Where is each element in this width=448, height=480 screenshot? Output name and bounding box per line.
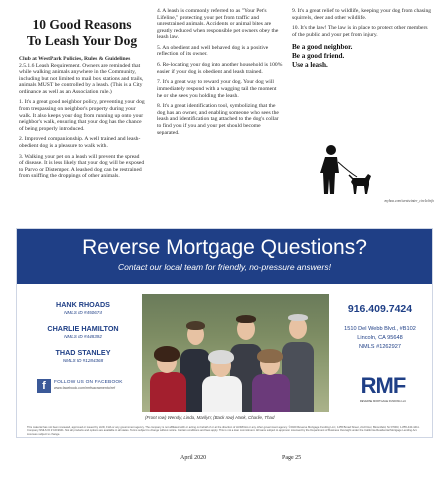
photo-caption: (Front row) Wendy, Linda, Marilyn; (Back row) Hank, Charlie, Thad — [145, 415, 275, 420]
dog-walker-icon — [315, 144, 373, 196]
facebook-label: FOLLOW US ON FACEBOOK — [54, 380, 123, 385]
rmf-logo — [353, 374, 413, 414]
agent-name: THAD STANLEY — [55, 348, 111, 357]
reverse-mortgage-ad — [16, 228, 433, 438]
reason-item: 6. Re-locating your dog into another household is 100% easier if your dog is obedient and leash trained. — [157, 62, 283, 75]
agent-nmls: NMLS ID #448392 — [64, 333, 102, 339]
reason-item: 1. It's a great good neighbor policy, preventing your dog from trespassing on neighbor's property during your walk. It also keeps your dog from running up onto your neighbor's walk, ensuring that your dog has the chance of being properly introduced. — [19, 99, 145, 132]
agent-name: CHARLIE HAMILTON — [47, 324, 119, 333]
article-intro — [19, 56, 145, 95]
ad-disclaimer — [27, 426, 422, 436]
facebook-url[interactable]: www.facebook.com/rmfsacramento/ref — [54, 386, 116, 390]
reason-item: 8. It's a great identification tool, symbolizing that the dog has an owner, and enabling someone who sees the leash and identification tag attached to the dog's collar to find you if you and your pet should become separated. — [157, 103, 279, 136]
reason-item: 5. An obedient and well behaved dog is a positive reflection of its owner. — [157, 44, 269, 58]
slogan-line: Use a leash. — [292, 60, 328, 69]
rmf-logo-subtitle: REVERSE MORTGAGE FUNDING LLC — [359, 400, 407, 403]
article-column-2 — [157, 8, 283, 140]
facebook-icon[interactable]: f — [37, 379, 51, 393]
article-column-3 — [292, 8, 432, 70]
reason-item: 4. A leash is commonly referred to as "Your Pet's Lifeline," protecting your pet from traffic and unrestrained animals. Accidents or animal bites are greatly reduced when responsible pet owners obey the leash law. — [157, 8, 279, 41]
slogan-line: Be a good friend. — [292, 51, 345, 60]
rmf-logo-letters: RMF — [360, 373, 406, 398]
reason-item: 9. It's a great relief to wildlife, keeping your dog from chasing squirrels, deer and other wildlife. — [292, 8, 432, 21]
ad-banner — [17, 229, 432, 284]
agent-name: HANK RHOADS — [56, 300, 110, 309]
ad-subline: Contact our local team for friendly, no-pressure answers! — [118, 262, 331, 272]
address-line: NMLS #1262927 — [359, 344, 401, 350]
ad-headline: Reverse Mortgage Questions? — [82, 236, 367, 259]
team-photo — [142, 294, 329, 412]
reason-item: 7. It's a great way to reward your dog. Your dog will immediately respond with a wagging tail the moment he or she sees you holding the leash. — [157, 79, 277, 99]
address-line: 1510 Del Webb Blvd., #B102 — [344, 326, 416, 332]
agent-card — [29, 301, 137, 315]
image-credit: myhoa.com/westwinter_circle/info — [384, 199, 434, 203]
intro-policy-title: Club at WestPark Policies, Rules & Guidelines — [19, 56, 131, 62]
article-column-1 — [19, 8, 145, 184]
reason-item: 2. Improved companionship. A well trained and leash-obedient dog is a pleasure to walk with. — [19, 136, 141, 149]
intro-policy-text: 2.5.1.6 Leash Requirement. Owners are reminded that while walking animals anywhere in the Community, including but not limited to mail box stations and trails, animals MUST be controlled by a leash. (This is a City ordinance as well as an Association rule.) — [19, 62, 144, 95]
agent-nmls: NMLS ID #450674 — [64, 309, 102, 315]
agent-nmls: NMLS ID #1284368 — [62, 357, 104, 363]
agent-card — [29, 325, 137, 339]
article-headline — [19, 17, 145, 49]
agent-card — [29, 349, 137, 363]
reason-item: 3. Walking your pet on a leash will prevent the spread of disease. It is less likely that your dog will be exposed to Parvo or Distemper. A leashed dog can be restrained from sniffing the droppings of other animals. — [19, 153, 145, 180]
phone-number[interactable]: 916.409.7424 — [347, 303, 413, 315]
headline-line-1: 10 Good Reasons — [32, 17, 132, 32]
address-line: Lincoln, CA 95648 — [357, 335, 403, 341]
facebook-follow[interactable] — [37, 379, 147, 397]
reason-item: 10. It's the law! The law is in place to protect other members of the public and your pet from injury. — [292, 25, 428, 38]
slogan-line: Be a good neighbor. — [292, 42, 353, 51]
headline-line-2: To Leash Your Dog — [26, 33, 138, 48]
issue-date: April 2020 — [180, 455, 207, 461]
disclaimer-text: This material has not been reviewed, approved or issued by HUD, FHA or any government agency. The company is not affiliated with or acting on behalf of or at the direction of HUD/FHA or any other government agency. ©2020 Reverse Mortgage Funding LLC, 1455 Broad Street, 2nd Floor, Bloomfield, NJ 07003, 1-855-440-4411. Company NMLS ID # 1019941. Not all products and options are available in all states. Terms subject to change without notice. Certain conditions and fees apply. This is not a loan commitment. All loans subject to approval. Licensed by the Department of Business Oversight under the California Residential Mortgage Lending Act. Licenses subject to change. — [27, 426, 420, 436]
page-number: Page 25 — [282, 455, 302, 461]
leash-slogan — [292, 43, 432, 70]
